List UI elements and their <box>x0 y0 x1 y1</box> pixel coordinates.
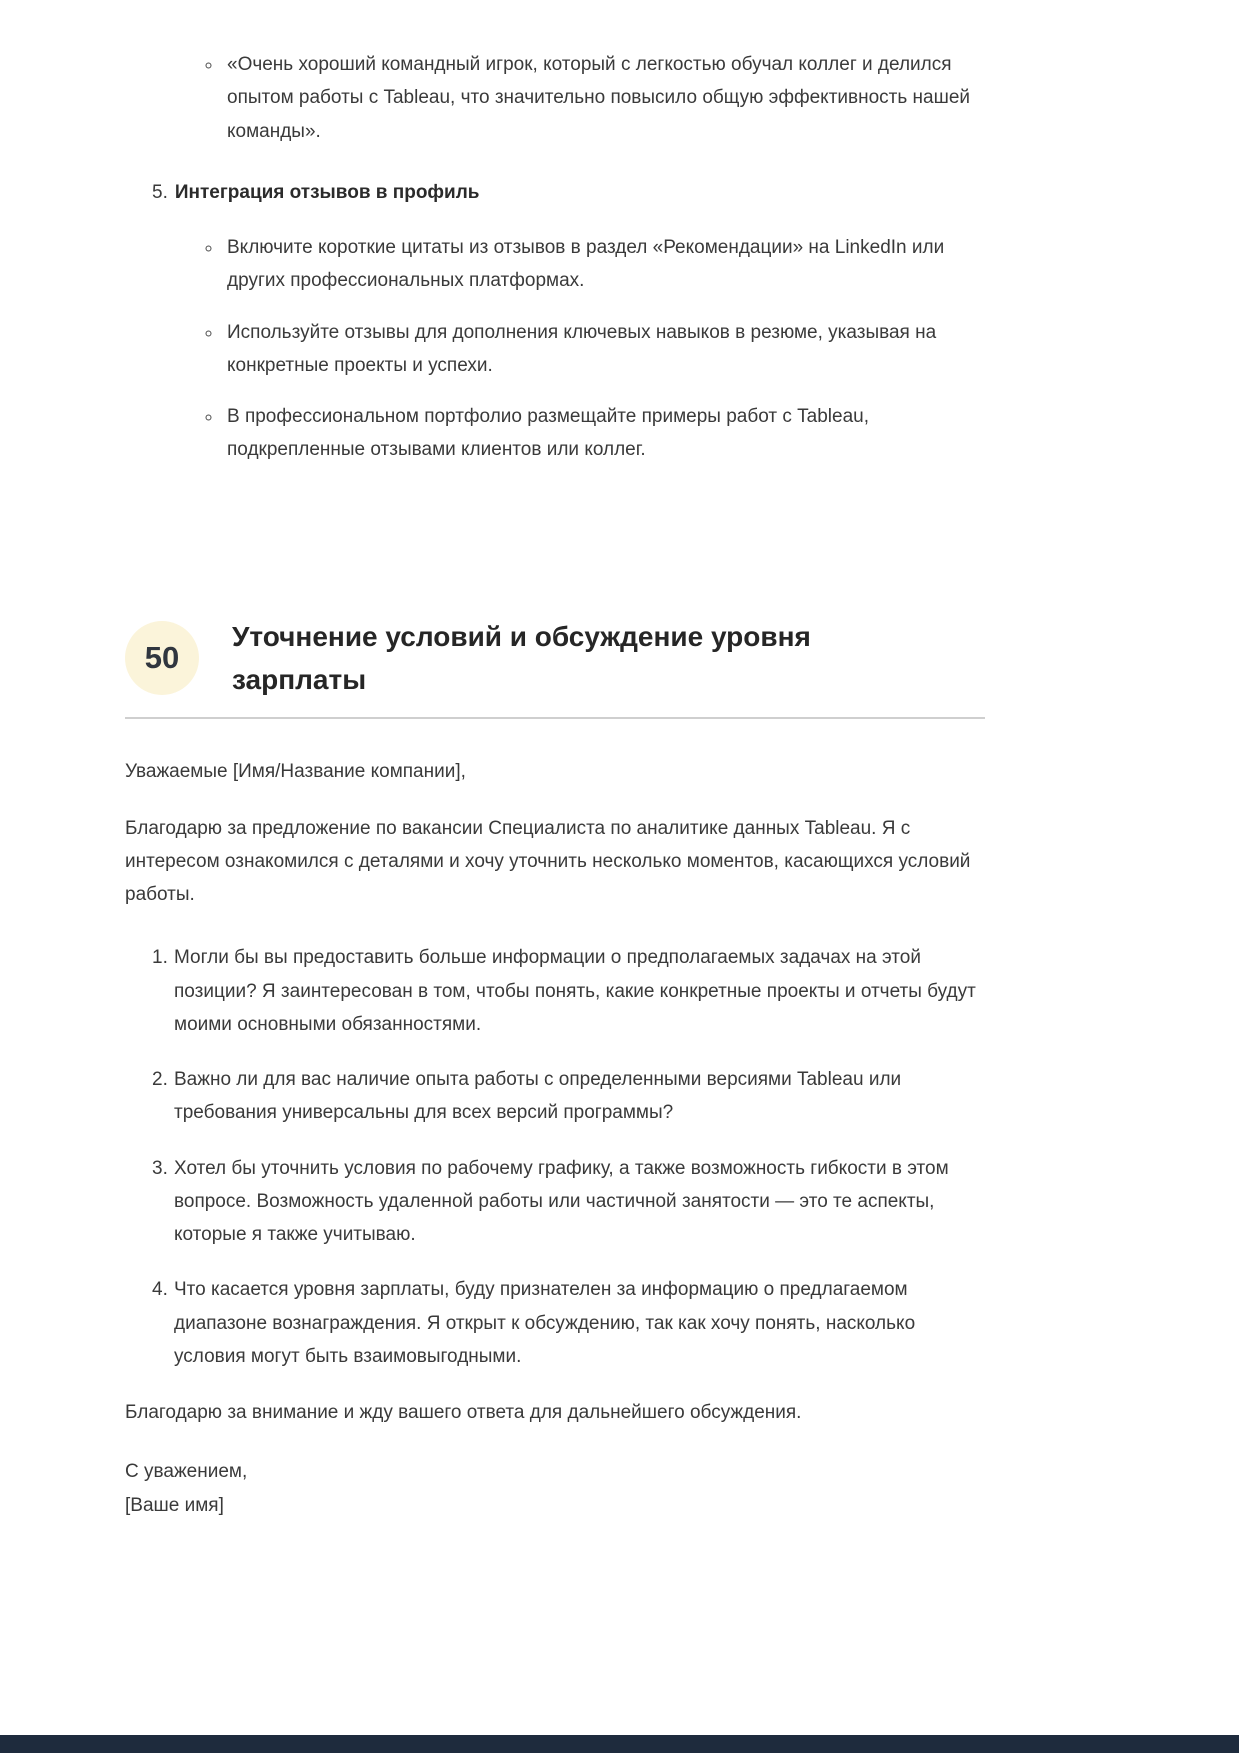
bullet-item: ◦ В профессиональном портфолио размещайте примеры работ с Tableau, подкрепленные отзывами клиентов или коллег. <box>223 400 985 467</box>
question-number: 3. <box>152 1157 168 1179</box>
letter-intro: Благодарю за предложение по вакансии Специалиста по аналитике данных Tableau. Я с интересом ознакомился с деталями и хочу уточнить несколько моментов, касающихся условий работы. <box>125 817 971 906</box>
question-number: 4. <box>152 1279 168 1301</box>
document-content <box>125 0 985 1522</box>
quote-list <box>125 48 985 148</box>
question-text: Хотел бы уточнить условия по рабочему графику, а также возможность гибкости в этом вопросе. Возможность удаленной работы или частичной занятости — это те аспекты, которые я также учитываю. <box>174 1157 949 1246</box>
bullet-item: ◦ Включите короткие цитаты из отзывов в раздел «Рекомендации» на LinkedIn или других профессиональных платформах. <box>223 231 985 298</box>
section-header <box>125 615 985 702</box>
quote-item: ◦ «Очень хороший командный игрок, который с легкостью обучал коллег и делился опытом работы с Tableau, что значительно повысило общую эффективность нашей команды». <box>223 48 985 148</box>
section-title: Уточнение условий и обсуждение уровня зарплаты <box>232 620 811 695</box>
footer-bar <box>0 1735 1239 1753</box>
question-item <box>152 1063 985 1130</box>
question-item <box>152 941 985 1041</box>
question-number: 1. <box>152 947 168 969</box>
list-item-5-number: 5. <box>152 181 168 203</box>
letter-salutation: Уважаемые [Имя/Название компании], <box>125 761 466 783</box>
questions-list <box>152 941 985 1373</box>
question-item <box>152 1152 985 1252</box>
letter-signature: [Ваше имя] <box>125 1494 224 1516</box>
section-number-badge: 50 <box>125 621 199 695</box>
letter-closing: Благодарю за внимание и жду вашего ответа для дальнейшего обсуждения. <box>125 1402 802 1424</box>
list-item-5-heading <box>152 176 985 209</box>
question-text: Что касается уровня зарплаты, буду признателен за информацию о предлагаемом диапазоне вознаграждения. Я открыт к обсуждению, так как хочу понять, насколько условия могут быть взаимовыгодными. <box>174 1279 916 1367</box>
question-text: Важно ли для вас наличие опыта работы с определенными версиями Tableau или требования универсальны для всех версий программы? <box>174 1069 902 1124</box>
integration-bullet-list <box>125 231 985 467</box>
question-item <box>152 1273 985 1373</box>
question-text: Могли бы вы предоставить больше информации о предполагаемых задачах на этой позиции? Я заинтересован в том, чтобы понять, какие конкретные проекты и отчеты будут моими основными обязанностями. <box>174 947 976 1035</box>
list-item-5-title: Интеграция отзывов в профиль <box>174 181 480 203</box>
signoff-block <box>125 1455 985 1522</box>
bullet-item: ◦ Используйте отзывы для дополнения ключевых навыков в резюме, указывая на конкретные проекты и успехи. <box>223 316 985 383</box>
section-divider <box>125 717 985 719</box>
question-number: 2. <box>152 1069 168 1091</box>
letter-signoff: С уважением, <box>125 1461 248 1483</box>
